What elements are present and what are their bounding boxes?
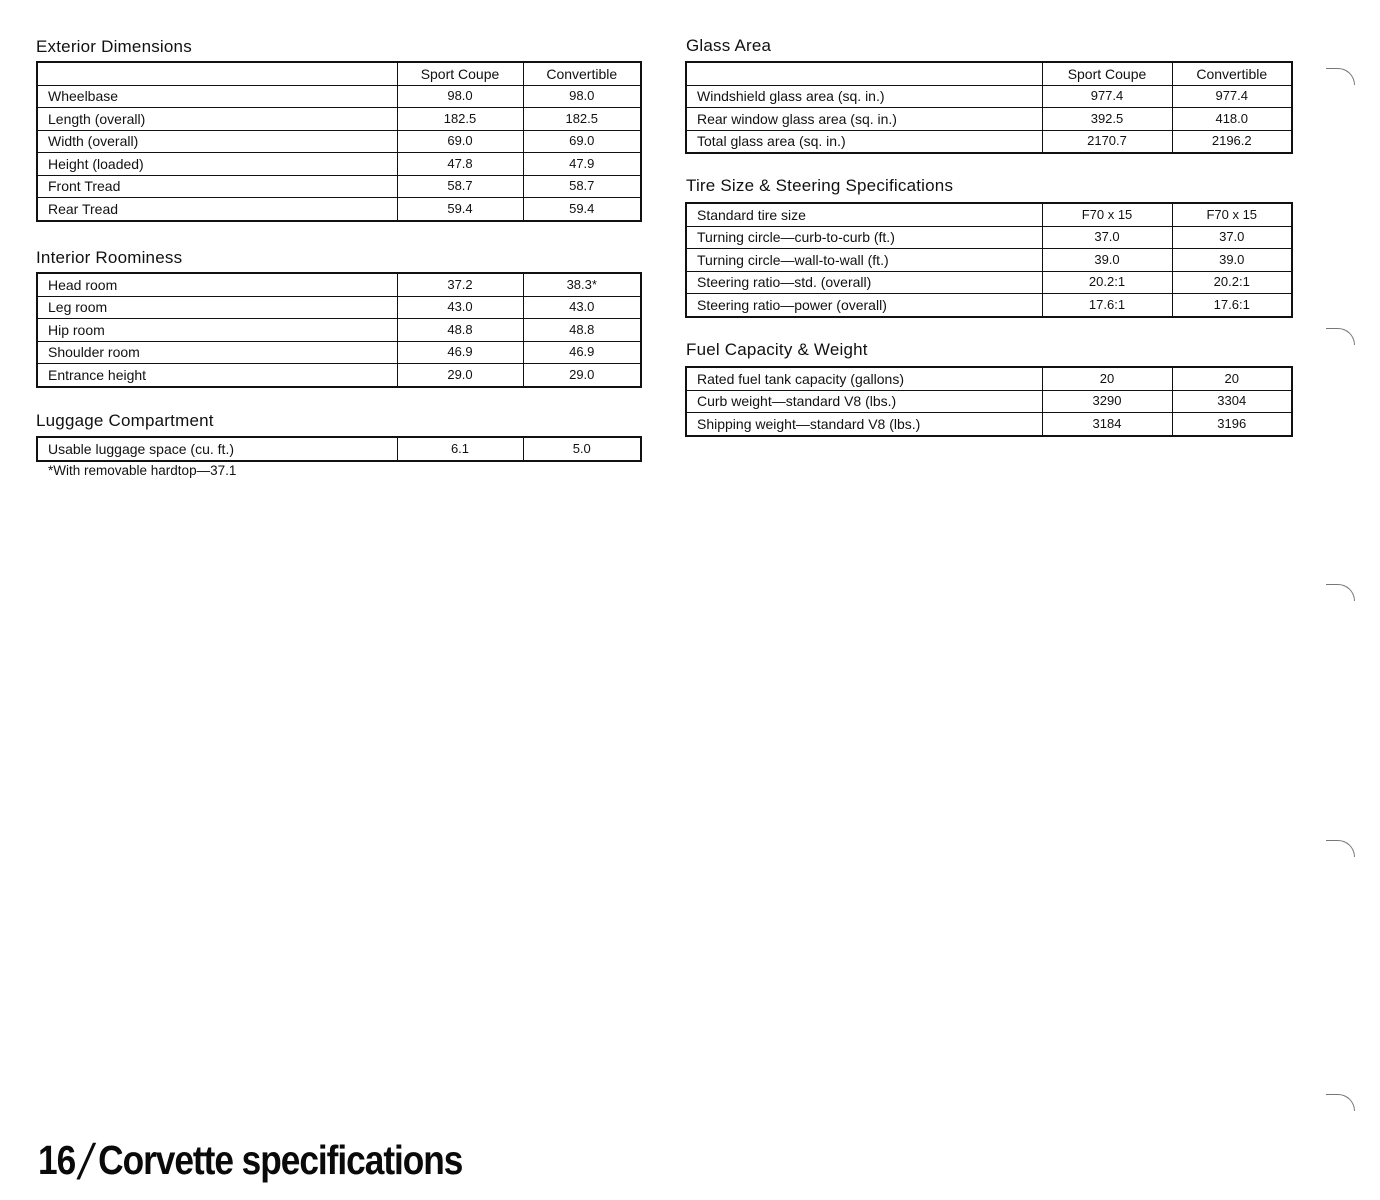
row-label: Steering ratio—std. (overall) bbox=[686, 271, 1042, 294]
table-row bbox=[686, 85, 1292, 108]
convertible-value: 977.4 bbox=[1172, 85, 1292, 108]
binder-hole-mark bbox=[1326, 68, 1355, 85]
sport-coupe-value: 392.5 bbox=[1042, 108, 1172, 131]
table-row bbox=[686, 390, 1292, 413]
exterior-dimensions-table bbox=[36, 61, 642, 222]
sport-coupe-value: 20.2:1 bbox=[1042, 271, 1172, 294]
table-row bbox=[686, 226, 1292, 249]
table-row bbox=[37, 85, 641, 108]
sport-coupe-value: 98.0 bbox=[397, 85, 523, 108]
sport-coupe-value: 2170.7 bbox=[1042, 130, 1172, 153]
table-row bbox=[686, 249, 1292, 272]
luggage-compartment-title: Luggage Compartment bbox=[36, 411, 214, 430]
sport-coupe-value: F70 x 15 bbox=[1042, 203, 1172, 226]
row-label: Leg room bbox=[37, 296, 397, 319]
convertible-value: 46.9 bbox=[523, 341, 641, 364]
row-label: Usable luggage space (cu. ft.) bbox=[37, 437, 397, 461]
convertible-value: 2196.2 bbox=[1172, 130, 1292, 153]
row-label: Rated fuel tank capacity (gallons) bbox=[686, 367, 1042, 390]
convertible-value: 182.5 bbox=[523, 108, 641, 131]
header-sport-coupe: Sport Coupe bbox=[1042, 62, 1172, 85]
table-row bbox=[686, 367, 1292, 390]
convertible-value: 37.0 bbox=[1172, 226, 1292, 249]
sport-coupe-value: 43.0 bbox=[397, 296, 523, 319]
glass-area-table bbox=[685, 61, 1293, 154]
row-label: Wheelbase bbox=[37, 85, 397, 108]
sport-coupe-value: 6.1 bbox=[397, 437, 523, 461]
table-row bbox=[37, 437, 641, 461]
convertible-value: 69.0 bbox=[523, 130, 641, 153]
convertible-value: 418.0 bbox=[1172, 108, 1292, 131]
binder-hole-mark bbox=[1326, 328, 1355, 345]
convertible-value: 47.9 bbox=[523, 153, 641, 176]
table-row bbox=[37, 130, 641, 153]
convertible-value: 20.2:1 bbox=[1172, 271, 1292, 294]
binder-hole-mark bbox=[1326, 584, 1355, 601]
convertible-value: 38.3* bbox=[523, 273, 641, 296]
header-convertible: Convertible bbox=[1172, 62, 1292, 85]
page-title: Corvette specifications bbox=[98, 1137, 463, 1183]
sport-coupe-value: 46.9 bbox=[397, 341, 523, 364]
row-label: Windshield glass area (sq. in.) bbox=[686, 85, 1042, 108]
row-label: Height (loaded) bbox=[37, 153, 397, 176]
convertible-value: 48.8 bbox=[523, 319, 641, 342]
table-row bbox=[686, 271, 1292, 294]
row-label: Width (overall) bbox=[37, 130, 397, 153]
table-row bbox=[37, 198, 641, 221]
interior-roominess-table bbox=[36, 272, 642, 388]
row-label: Rear window glass area (sq. in.) bbox=[686, 108, 1042, 131]
interior-roominess-title: Interior Roominess bbox=[36, 248, 183, 267]
table-row bbox=[37, 364, 641, 387]
hardtop-footnote: *With removable hardtop—37.1 bbox=[48, 463, 237, 478]
table-row bbox=[37, 108, 641, 131]
fuel-weight-title: Fuel Capacity & Weight bbox=[686, 340, 868, 359]
row-label: Curb weight—standard V8 (lbs.) bbox=[686, 390, 1042, 413]
sport-coupe-value: 59.4 bbox=[397, 198, 523, 221]
convertible-value: 3196 bbox=[1172, 413, 1292, 436]
convertible-value: 3304 bbox=[1172, 390, 1292, 413]
sport-coupe-value: 3184 bbox=[1042, 413, 1172, 436]
sport-coupe-value: 977.4 bbox=[1042, 85, 1172, 108]
header-blank-cell bbox=[37, 62, 397, 85]
table-row bbox=[37, 296, 641, 319]
convertible-value: F70 x 15 bbox=[1172, 203, 1292, 226]
row-label: Hip room bbox=[37, 319, 397, 342]
row-label: Turning circle—wall-to-wall (ft.) bbox=[686, 249, 1042, 272]
footer-separator: / bbox=[74, 1134, 98, 1190]
table-header-row bbox=[686, 62, 1292, 85]
luggage-compartment-table bbox=[36, 436, 642, 462]
sport-coupe-value: 69.0 bbox=[397, 130, 523, 153]
convertible-value: 29.0 bbox=[523, 364, 641, 387]
row-label: Steering ratio—power (overall) bbox=[686, 294, 1042, 317]
sport-coupe-value: 37.0 bbox=[1042, 226, 1172, 249]
table-row bbox=[686, 108, 1292, 131]
convertible-value: 43.0 bbox=[523, 296, 641, 319]
table-row bbox=[37, 153, 641, 176]
binder-hole-mark bbox=[1326, 1094, 1355, 1111]
table-row bbox=[686, 203, 1292, 226]
row-label: Shoulder room bbox=[37, 341, 397, 364]
convertible-value: 17.6:1 bbox=[1172, 294, 1292, 317]
row-label: Total glass area (sq. in.) bbox=[686, 130, 1042, 153]
row-label: Front Tread bbox=[37, 175, 397, 198]
tire-steering-title: Tire Size & Steering Specifications bbox=[686, 176, 954, 195]
row-label: Head room bbox=[37, 273, 397, 296]
header-sport-coupe: Sport Coupe bbox=[397, 62, 523, 85]
convertible-value: 20 bbox=[1172, 367, 1292, 390]
row-label: Entrance height bbox=[37, 364, 397, 387]
header-blank-cell bbox=[686, 62, 1042, 85]
convertible-value: 59.4 bbox=[523, 198, 641, 221]
tire-steering-table bbox=[685, 202, 1293, 318]
table-header-row bbox=[37, 62, 641, 85]
sport-coupe-value: 29.0 bbox=[397, 364, 523, 387]
page-footer bbox=[38, 1128, 463, 1190]
row-label: Shipping weight—standard V8 (lbs.) bbox=[686, 413, 1042, 436]
sport-coupe-value: 37.2 bbox=[397, 273, 523, 296]
row-label: Rear Tread bbox=[37, 198, 397, 221]
page-number: 16 bbox=[38, 1137, 76, 1183]
table-row bbox=[37, 273, 641, 296]
sport-coupe-value: 17.6:1 bbox=[1042, 294, 1172, 317]
sport-coupe-value: 3290 bbox=[1042, 390, 1172, 413]
row-label: Standard tire size bbox=[686, 203, 1042, 226]
table-row bbox=[686, 130, 1292, 153]
convertible-value: 98.0 bbox=[523, 85, 641, 108]
table-row bbox=[37, 175, 641, 198]
binder-hole-mark bbox=[1326, 840, 1355, 857]
table-row bbox=[686, 294, 1292, 317]
header-convertible: Convertible bbox=[523, 62, 641, 85]
sport-coupe-value: 39.0 bbox=[1042, 249, 1172, 272]
sport-coupe-value: 48.8 bbox=[397, 319, 523, 342]
convertible-value: 58.7 bbox=[523, 175, 641, 198]
table-row bbox=[37, 319, 641, 342]
glass-area-title: Glass Area bbox=[686, 36, 772, 55]
convertible-value: 39.0 bbox=[1172, 249, 1292, 272]
exterior-dimensions-title: Exterior Dimensions bbox=[36, 37, 192, 56]
convertible-value: 5.0 bbox=[523, 437, 641, 461]
row-label: Length (overall) bbox=[37, 108, 397, 131]
sport-coupe-value: 20 bbox=[1042, 367, 1172, 390]
table-row bbox=[37, 341, 641, 364]
sport-coupe-value: 58.7 bbox=[397, 175, 523, 198]
fuel-weight-table bbox=[685, 366, 1293, 437]
row-label: Turning circle—curb-to-curb (ft.) bbox=[686, 226, 1042, 249]
table-row bbox=[686, 413, 1292, 436]
sport-coupe-value: 47.8 bbox=[397, 153, 523, 176]
sport-coupe-value: 182.5 bbox=[397, 108, 523, 131]
